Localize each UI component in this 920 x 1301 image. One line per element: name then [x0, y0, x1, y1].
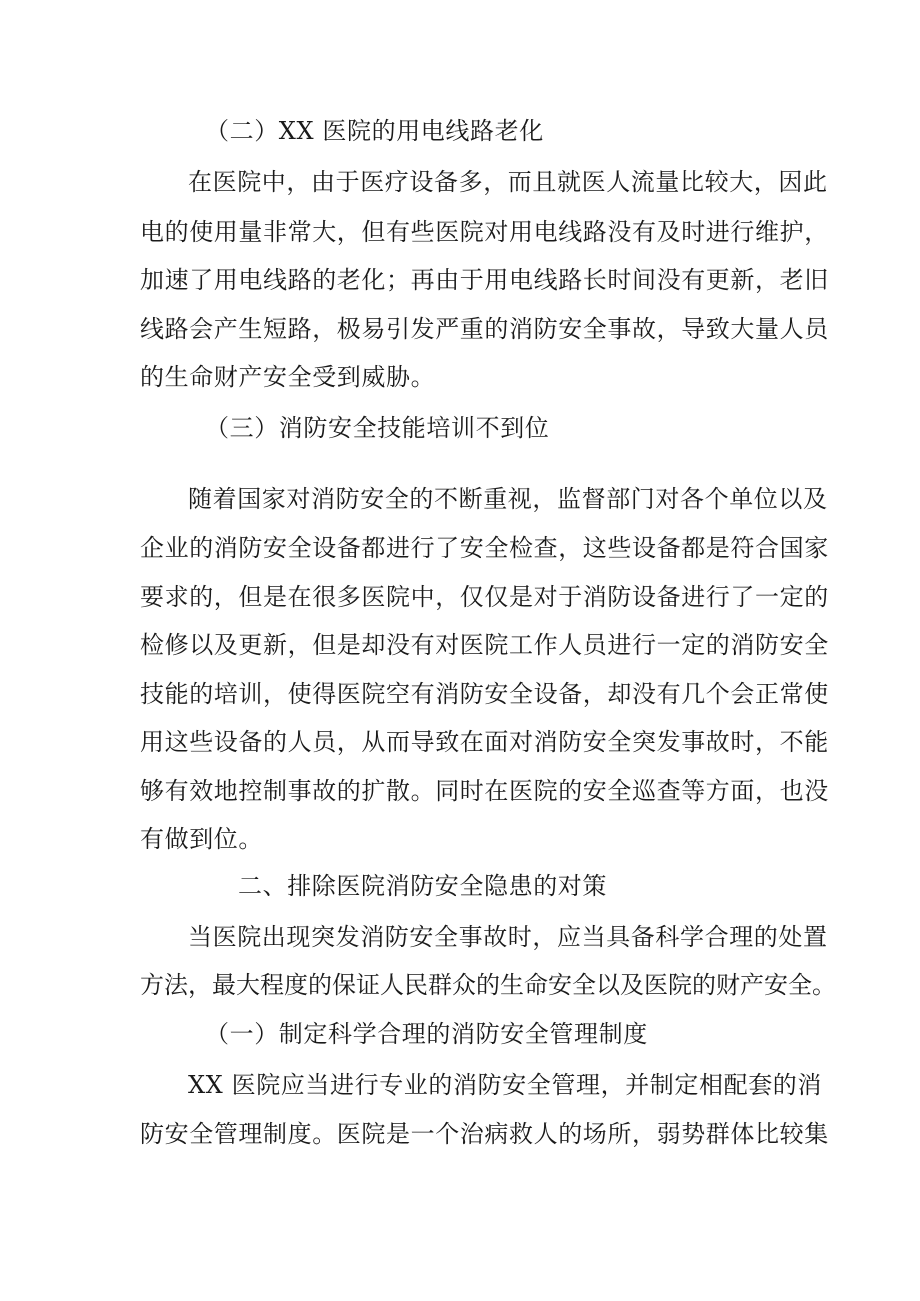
- paragraph-line: 够有效地控制事故的扩散。同时在医院的安全巡查等方面，也没: [140, 777, 829, 805]
- paragraph-line: XX 医院应当进行专业的消防安全管理，并制定相配套的消: [188, 1071, 822, 1099]
- paragraph-line: 当医院出现突发消防安全事故时，应当具备科学合理的处置: [188, 923, 828, 951]
- paragraph-line: 企业的消防安全设备都进行了安全检查，这些设备都是符合国家: [140, 534, 829, 562]
- paragraph-line: 方法，最大程度的保证人民群众的生命安全以及医院的财产安全。: [140, 971, 836, 999]
- heading-management-system: （一）制定科学合理的消防安全管理制度: [205, 1020, 648, 1048]
- paragraph-line: 电的使用量非常大，但有些医院对用电线路没有及时进行维护，: [140, 218, 829, 246]
- heading-training: （三）消防安全技能培训不到位: [205, 414, 550, 442]
- heading-countermeasures: 二、排除医院消防安全隐患的对策: [238, 872, 607, 900]
- paragraph-line: 用这些设备的人员，从而导致在面对消防安全突发事故时，不能: [140, 728, 829, 756]
- paragraph-line: 的生命财产安全受到威胁。: [140, 363, 436, 391]
- paragraph-line: 防安全管理制度。医院是一个治病救人的场所，弱势群体比较集: [140, 1120, 829, 1148]
- paragraph-line: 在医院中，由于医疗设备多，而且就医人流量比较大，因此: [188, 168, 828, 196]
- paragraph-line: 检修以及更新，但是却没有对医院工作人员进行一定的消防安全: [140, 631, 829, 659]
- paragraph-line: 要求的，但是在很多医院中，仅仅是对于消防设备进行了一定的: [140, 583, 829, 611]
- paragraph-line: 加速了用电线路的老化；再由于用电线路长时间没有更新，老旧: [140, 266, 829, 294]
- paragraph-line: 有做到位。: [140, 825, 263, 853]
- paragraph-line: 技能的培训，使得医院空有消防安全设备，却没有几个会正常使: [140, 680, 829, 708]
- paragraph-line: 线路会产生短路，极易引发严重的消防安全事故，导致大量人员: [140, 315, 829, 343]
- heading-aging-wiring: （二）XX 医院的用电线路老化: [205, 117, 544, 145]
- paragraph-line: 随着国家对消防安全的不断重视，监督部门对各个单位以及: [188, 485, 828, 513]
